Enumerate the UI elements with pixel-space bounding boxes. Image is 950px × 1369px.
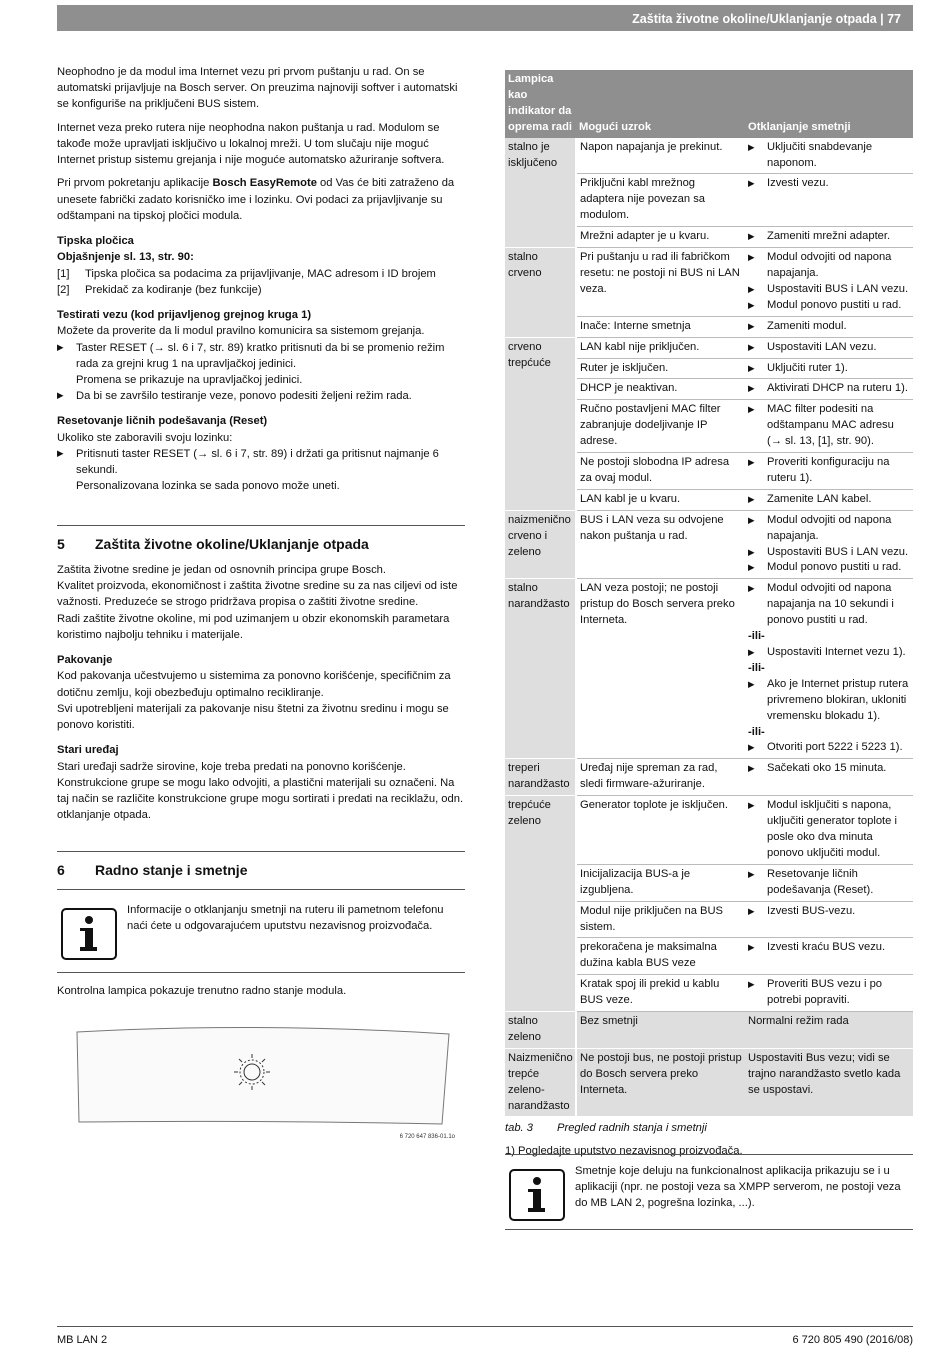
info-text: Smetnje koje deluju na funkcionalnost aplikacija prikazuju se i u aplikaciji (npr. ne postoji veza sa XMPP serverom, ne postoji veza do MB LAN 2, pogrešna lozinka, ...). (575, 1165, 901, 1210)
table-row (505, 759, 913, 796)
fix-cell (745, 864, 913, 901)
table-header-row (505, 70, 913, 138)
table-row (505, 579, 913, 759)
plate-item (57, 282, 465, 298)
test-step-text: Da bi se završilo testiranje veze, ponovo podesiti željeni režim rada. (76, 390, 412, 403)
header-cause: Mogući uzrok (576, 70, 745, 138)
header-fix: Otklanjanje smetnji (745, 70, 913, 138)
chapter-title: Zaštita životne okoline/Uklanjanje otpada (95, 535, 369, 552)
table-row (505, 1048, 913, 1117)
fix-cell (745, 938, 913, 975)
fix-step: ▶ Uspostaviti BUS i LAN vezu. (748, 282, 910, 298)
fix-cell (745, 138, 913, 174)
lamp-state-cell: trepćuće zeleno (505, 796, 576, 1012)
fix-step: ▶ Modul ponovo pustiti u rad. (748, 560, 910, 576)
cause-cell: Ruter je isključen. (576, 358, 745, 379)
plate-item (57, 266, 465, 282)
cause-cell: Kratak spoj ili prekid u kablu BUS veze. (576, 975, 745, 1012)
fix-cell (745, 901, 913, 938)
fix-step: ▶ Uključiti ruter 1). (748, 361, 910, 377)
table-row (505, 337, 913, 358)
lamp-paragraph: Kontrolna lampica pokazuje trenutno radno stanje modula. (57, 984, 347, 997)
info-box (57, 889, 465, 973)
cause-cell: Mrežni adapter je u kvaru. (576, 227, 745, 248)
reset-step-result: Personalizovana lozinka se sada ponovo može uneti. (76, 480, 340, 493)
fix-step: ▶ Modul odvojiti od napona napajanja na 10 sekundi i ponovo pustiti u rad. (748, 581, 910, 629)
paragraph-router: Internet veza preko rutera nije neophodna nakon puštanja u rad. Modulom se takođe može upravljati isključivo u lokalnoj mreži. U tom slučaju nije moguć Internet pristup sistemu grejanja i nije moguće automatsko ažuriranje softvera. (57, 121, 445, 167)
cause-cell: LAN kabl je u kvaru. (576, 489, 745, 510)
fix-step: ▶ Aktivirati DHCP na ruteru 1). (748, 381, 910, 397)
test-step (57, 340, 465, 389)
cause-cell: Pri puštanju u rad ili fabričkom resetu: ne postoji ni BUS ni LAN veza. (576, 248, 745, 317)
env-paragraph: Kvalitet proizvoda, ekonomičnost i zaštita životne sredine su za nas ciljevi od iste važnosti. Preduzeće se strogo pridržava propisa o zaštiti životne sredine. (57, 580, 458, 609)
chapter-number: 6 (57, 862, 65, 879)
or-separator: -ili- (748, 661, 765, 674)
fix-step: ▶ Uspostaviti BUS i LAN vezu. (748, 545, 910, 561)
fix-step: ▶ Zameniti mrežni adapter. (748, 229, 910, 245)
lamp-state-cell: stalno zeleno (505, 1012, 576, 1049)
footer-rule (57, 1326, 913, 1327)
fix-step: ▶ Modul isključiti s napona, uključiti generator toplote i posle oko dva minuta ponovo uključiti modul. (748, 798, 910, 862)
cause-cell: Bez smetnji (576, 1012, 745, 1049)
fix-cell (745, 174, 913, 227)
fix-cell (745, 489, 913, 510)
fix-cell: Normalni režim rada (745, 1012, 913, 1049)
fix-step: ▶ Zameniti modul. (748, 319, 910, 335)
chapter-title: Radno stanje i smetnje (95, 862, 248, 879)
info-icon (509, 1169, 565, 1221)
fix-cell (745, 358, 913, 379)
header-title: Zaštita životne okoline/Uklanjanje otpada | 77 (632, 12, 901, 26)
or-separator: -ili- (748, 630, 765, 643)
env-paragraph: Zaštita životne sredine je jedan od osnovnih principa grupe Bosch. (57, 563, 386, 576)
fix-step: ▶ Uspostaviti LAN vezu. (748, 340, 910, 356)
fix-cell (745, 248, 913, 317)
info-text: Informacije o otklanjanju smetnji na ruteru ili pametnom telefonu naći ćete u odgovarajućem uputstvu nezavisnog proizvođača. (127, 903, 444, 932)
old-device-paragraph: Stari uređaji sadrže sirovine, koje treba predati na ponovno korišćenje. (57, 760, 406, 773)
footer-docnumber: 6 720 805 490 (2016/08) (792, 1334, 913, 1346)
cause-cell: LAN kabl nije priključen. (576, 337, 745, 358)
lamp-state-cell: crveno trepćuće (505, 337, 576, 510)
fix-step: ▶ Modul odvojiti od napona napajanja. (748, 250, 910, 282)
fix-cell (745, 400, 913, 453)
reset-intro: Ukoliko ste zaboravili svoju lozinku: (57, 431, 233, 444)
cause-cell: prekoračena je maksimalna dužina kabla BUS veze (576, 938, 745, 975)
plate-item-text: Tipska pločica sa podacima za prijavljivanje, MAC adresom i ID brojem (85, 267, 436, 280)
caption-text: Pregled radnih stanja i smetnji (557, 1122, 707, 1135)
cause-cell: Modul nije priključen na BUS sistem. (576, 901, 745, 938)
cause-cell: Ne postoji bus, ne postoji pristup do Bosch servera preko Interneta. (576, 1048, 745, 1117)
lamp-state-cell: stalno crveno (505, 248, 576, 338)
app-text-c: od Vas će biti zatraženo da unesete fabrički zadato korisničko ime i lozinku. Ovi podaci za prijavljivanje su odštampani na tipskoj pločici modula. (57, 177, 455, 222)
fix-step: ▶ Modul odvojiti od napona napajanja. (748, 513, 910, 545)
fix-step: ▶ Sačekati oko 15 minuta. (748, 761, 910, 777)
cause-cell: BUS i LAN veza su odvojene nakon puštanja u rad. (576, 510, 745, 579)
right-column (505, 70, 913, 1159)
fix-step: ▶ Izvesti BUS-vezu. (748, 904, 910, 920)
fix-cell (745, 975, 913, 1012)
chapter-6-heading (57, 851, 465, 880)
fix-step: ▶ Izvesti vezu. (748, 176, 910, 192)
fix-step: ▶ Proveriti konfiguraciju na ruteru 1). (748, 455, 910, 487)
test-step-result: Promena se prikazuje na upravljačkoj jedinici. (76, 373, 303, 386)
test-step-text: Taster RESET (→ sl. 6 i 7, str. 89) kratko pritisnuti da bi se promenio režim rada za grejni krug 1 na upravljačkoj jedinici. (76, 341, 445, 370)
fix-step: ▶ Zamenite LAN kabel. (748, 492, 910, 508)
reset-title: Resetovanje ličnih podešavanja (Reset) (57, 415, 268, 428)
lamp-state-cell: Naizmenično trepće zeleno-narandžasto (505, 1048, 576, 1117)
reset-step-text: Pritisnuti taster RESET (→ sl. 6 i 7, str. 89) i držati ga pritisnut najmanje 6 sekundi. (76, 447, 439, 477)
fix-cell (745, 579, 913, 759)
lamp-state-cell: stalno je isključeno (505, 138, 576, 248)
lamp-state-cell: stalno narandžasto (505, 579, 576, 759)
plate-item-number: [1] (57, 267, 70, 280)
fix-step: ▶ Proveriti BUS vezu i po potrebi popraviti. (748, 977, 910, 1009)
table-row (505, 510, 913, 579)
test-title: Testirati vezu (kod prijavljenog grejnog kruga 1) (57, 309, 312, 322)
reset-step (57, 446, 465, 495)
plate-item-number: [2] (57, 283, 70, 296)
fix-cell (745, 227, 913, 248)
cause-cell: Inače: Interne smetnja (576, 316, 745, 337)
left-column (57, 64, 465, 1006)
module-illustration (57, 1024, 465, 1144)
lamp-state-cell: naizmenično crveno i zeleno (505, 510, 576, 579)
cause-cell: Generator toplote je isključen. (576, 796, 745, 865)
fix-step: ▶ Modul ponovo pustiti u rad. (748, 298, 910, 314)
status-table (505, 70, 913, 1117)
cause-cell: Ručno postavljeni MAC filter zabranjuje dodeljivanje IP adrese. (576, 400, 745, 453)
table-row (505, 796, 913, 865)
fix-step: ▶ MAC filter podesiti na odštampanu MAC adresu (→ sl. 13, [1], str. 90). (748, 402, 910, 450)
env-paragraph: Radi zaštite životne okoline, mi pod uzimanjem u obzir ekonomskih parametara koristimo najbolju tehniku i materijale. (57, 612, 450, 641)
cause-cell: Priključni kabl mrežnog adaptera nije povezan sa modulom. (576, 174, 745, 227)
or-separator: -ili- (748, 725, 765, 738)
cause-cell: DHCP je neaktivan. (576, 379, 745, 400)
cause-cell: LAN veza postoji; ne postoji pristup do Bosch servera preko Interneta. (576, 579, 745, 759)
chapter-number: 5 (57, 535, 65, 552)
cause-cell: Napon napajanja je prekinut. (576, 138, 745, 174)
old-device-paragraph: Konstrukcione grupe se mogu lako odvojiti, a plastični materijali su označeni. Na taj način se različite konstrukcione grupe mogu sortirati i predati na reciklažu, odn. otklanjanje otpada. (57, 776, 464, 822)
fix-step: ▶ Resetovanje ličnih podešavanja (Reset). (748, 867, 910, 899)
fix-cell (745, 337, 913, 358)
table-body (505, 138, 913, 1117)
plate-legend-title: Objašnjenje sl. 13, str. 90: (57, 251, 194, 264)
cause-cell: Inicijalizacija BUS-a je izgubljena. (576, 864, 745, 901)
cause-cell: Uređaj nije spreman za rad, sledi firmware-ažuriranje. (576, 759, 745, 796)
chapter-5-heading (57, 525, 465, 554)
caption-label: tab. 3 (505, 1122, 533, 1135)
packaging-paragraph: Kod pakovanja učestvujemo u sistemima za ponovno korišćenje, specifičnim za dotičnu zemlju, koji obezbeđuju optimalno recikliranje. (57, 670, 451, 699)
packaging-title: Pakovanje (57, 654, 113, 667)
table-row (505, 248, 913, 317)
paragraph-internet: Neophodno je da modul ima Internet vezu pri prvom puštanju u rad. On se automatski prijavljuje na Bosch server. On preuzima najnoviji softver i automatski se konfiguriše na priključeni BUS sistem. (57, 66, 458, 111)
info-box-app (505, 1154, 913, 1230)
fix-cell (745, 759, 913, 796)
fix-cell (745, 379, 913, 400)
paragraph-app (57, 175, 465, 224)
table-row (505, 138, 913, 174)
fix-step: ▶ Uspostaviti Internet vezu 1). (748, 645, 910, 661)
table-caption (505, 1120, 913, 1136)
fix-cell: Uspostaviti Bus vezu; vidi se trajno narandžasto svetlo kada se uspostavi. (745, 1048, 913, 1117)
test-step (57, 388, 465, 404)
cause-cell: Ne postoji slobodna IP adresa za ovaj modul. (576, 453, 745, 490)
module-led-figure (57, 1024, 465, 1144)
header-lamp: Lampica kao indikator da oprema radi (505, 70, 576, 138)
plate-item-text: Prekidač za kodiranje (bez funkcije) (85, 283, 262, 296)
fix-step: ▶ Ako je Internet pristup rutera privremeno blokiran, ukloniti vremensku blokadu 1). (748, 677, 910, 725)
app-name: Bosch EasyRemote (212, 177, 317, 190)
packaging-paragraph: Svi upotrebljeni materijali za pakovanje nisu štetni za životnu sredinu i mogu se ponovo koristiti. (57, 702, 449, 732)
old-device-title: Stari uređaj (57, 744, 119, 757)
page-header (57, 5, 913, 31)
fix-cell (745, 453, 913, 490)
table-row (505, 1012, 913, 1049)
plate-title: Tipska pločica (57, 235, 134, 248)
footnote: 1) Pogledajte uputstvo nezavisnog proizvođača. (505, 1144, 743, 1157)
fix-cell (745, 316, 913, 337)
test-intro: Možete da proverite da li modul pravilno komunicira sa sistemom grejanja. (57, 325, 425, 338)
footer-product: MB LAN 2 (57, 1334, 108, 1346)
fix-step: ▶ Izvesti kraću BUS vezu. (748, 940, 910, 956)
lamp-state-cell: treperi narandžasto (505, 759, 576, 796)
info-icon (61, 908, 117, 960)
fix-cell (745, 510, 913, 579)
app-text-a: Pri prvom pokretanju aplikacije (57, 177, 213, 190)
figure-reference: 6 720 647 836-01.1o (399, 1134, 455, 1141)
fix-step: ▶ Uključiti snabdevanje naponom. (748, 140, 910, 172)
fix-step: ▶ Otvoriti port 5222 i 5223 1). (748, 740, 910, 756)
fix-cell (745, 796, 913, 865)
